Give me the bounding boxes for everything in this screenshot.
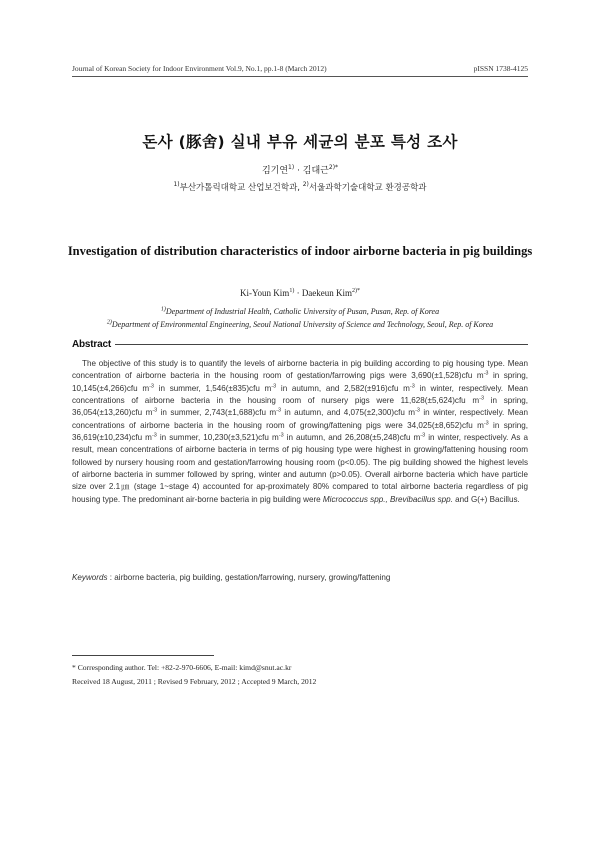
english-affil-1-text: Department of Industrial Health, Catholic University of Pusan, Pusan, Rep. of Korea xyxy=(165,307,440,316)
english-affiliation-2 xyxy=(0,320,600,329)
keywords-list: airborne bacteria, pig building, gestation/farrowing, nursery, growing/fattening xyxy=(114,573,391,582)
abstract-seg: in spring, 10,145(±4,266)cfu m xyxy=(72,371,528,393)
korean-author-2: 김대근 xyxy=(302,166,329,176)
korean-affil-1-mark: 1) xyxy=(173,181,180,189)
author-separator: · xyxy=(294,166,303,176)
korean-author-1-mark: 1) xyxy=(288,164,295,171)
english-affil-1-mark: 1) xyxy=(160,306,166,313)
english-authors xyxy=(0,288,600,298)
korean-title: 돈사 (豚舍) 실내 부유 세균의 분포 특성 조사 xyxy=(142,133,458,151)
abstract-seg: and xyxy=(452,494,471,504)
english-author-1: Ki-Youn Kim xyxy=(239,288,290,298)
exponent: -3 xyxy=(149,383,154,389)
abstract-seg: in autumn, and 4,075(±2,300)cfu m xyxy=(281,408,416,418)
exponent: -3 xyxy=(479,395,485,402)
abstract-seg: in spring, 36,054(±13,260)cfu m xyxy=(72,396,528,418)
exponent: -3 xyxy=(271,383,277,389)
keywords-colon: : xyxy=(107,573,115,582)
abstract-divider xyxy=(115,344,528,345)
exponent: -3 xyxy=(278,432,284,439)
species-bacillus: G(+) Bacillus. xyxy=(470,494,520,504)
abstract-heading xyxy=(72,339,528,350)
abstract-seg: in winter, respectively. Mean concentrations of airborne bacteria in the housing room of growing/fattening pigs were 34,025(±8,652)cfu m xyxy=(72,408,528,430)
abstract-seg: in spring, 36,619(±10,234)cfu m xyxy=(72,420,528,443)
abstract-seg: in winter, respectively. Mean concentrations of airborne bacteria in the housing room of nursery pigs were 11,628(±5,624)cfu m xyxy=(72,383,528,406)
exponent: -3 xyxy=(276,407,281,414)
korean-affil-2-mark: 2) xyxy=(302,181,309,189)
footnote-divider xyxy=(72,655,214,656)
korean-author-1: 김기연 xyxy=(261,166,289,176)
running-header xyxy=(72,64,528,73)
abstract-label: Abstract xyxy=(72,339,111,350)
abstract-seg: The objective of this study is to quantify the levels of airborne bacteria in pig building according to pig housing type. Mean concentration of airborne bacteria in the housing room of gestation/farrowing pigs were 3,690(±1,528)cfu m xyxy=(72,359,528,381)
exponent: -3 xyxy=(152,407,158,414)
korean-affil-1: 부산가톨릭대학교 산업보건학과, xyxy=(179,183,303,193)
korean-authors xyxy=(0,163,600,176)
abstract-seg: in winter, respectively. As a result, mean concentrations of airborne bacteria in terms of pig housing type were highest in growing/fattening housing room followed by nursery housing room and gestation/farrowing housing room (p<0.05). The pig building showed the highest levels of airborne bacteria in summer followed by spring, winter and autumn (p>0.05). Overall airborne bacteria which have particle size over 2.1㎛ (stage 1~stage 4) accounted for ap-proximately 80% compared to total airborne bacteria regardless of pig housing type. The predominant air-borne bacteria in pig building were xyxy=(72,433,528,504)
korean-affil-2: 서울과학기술대학교 환경공학과 xyxy=(308,183,427,193)
exponent: -3 xyxy=(151,432,157,439)
exponent: -3 xyxy=(483,370,489,377)
exponent: -3 xyxy=(415,407,420,414)
exponent: -3 xyxy=(409,383,415,389)
english-author-2: Daekeun Kim xyxy=(301,288,353,298)
english-affil-2-text: Department of Environmental Engineering, Seoul National University of Science and Technology, Seoul, Rep. of Korea xyxy=(111,320,494,329)
received-dates: Received 18 August, 2011 ; Revised 9 February, 2012 ; Accepted 9 March, 2012 xyxy=(72,677,317,686)
english-author-1-mark: 1) xyxy=(289,288,295,294)
header-divider xyxy=(72,76,528,77)
journal-citation: Journal of Korean Society for Indoor Environment Vol.9, No.1, pp.1-8 (March 2012) xyxy=(72,64,327,73)
keywords-label: Keywords xyxy=(72,573,108,582)
english-author-2-mark: 2)* xyxy=(352,288,361,294)
korean-affiliations xyxy=(0,181,600,193)
species-names: Micrococcus spp., Brevibacillus spp. xyxy=(322,494,453,504)
corresponding-author-note: * Corresponding author. Tel: +82-2-970-6606, E-mail: kimd@snut.ac.kr xyxy=(72,663,292,672)
abstract-seg: in summer, 1,546(±835)cfu m xyxy=(153,383,272,393)
abstract-seg: in autumn, and 26,208(±5,248)cfu m xyxy=(283,433,421,443)
exponent: -3 xyxy=(483,420,489,427)
english-title: Investigation of distribution characteristics of indoor airborne bacteria in pig buildings xyxy=(67,244,533,258)
korean-author-2-mark: 2)* xyxy=(328,164,339,171)
author-separator-en: · xyxy=(294,288,302,298)
keywords xyxy=(72,573,528,582)
abstract-seg: in summer, 10,230(±3,521)cfu m xyxy=(156,433,279,443)
exponent: -3 xyxy=(420,432,426,439)
issn: pISSN 1738-4125 xyxy=(473,64,528,73)
english-affil-2-mark: 2) xyxy=(106,319,112,326)
english-affiliation-1 xyxy=(0,307,600,316)
abstract-text xyxy=(72,358,528,506)
abstract-seg: in summer, 2,743(±1,688)cfu m xyxy=(157,408,277,418)
abstract-seg: in autumn, and 2,582(±916)cfu m xyxy=(276,383,410,393)
